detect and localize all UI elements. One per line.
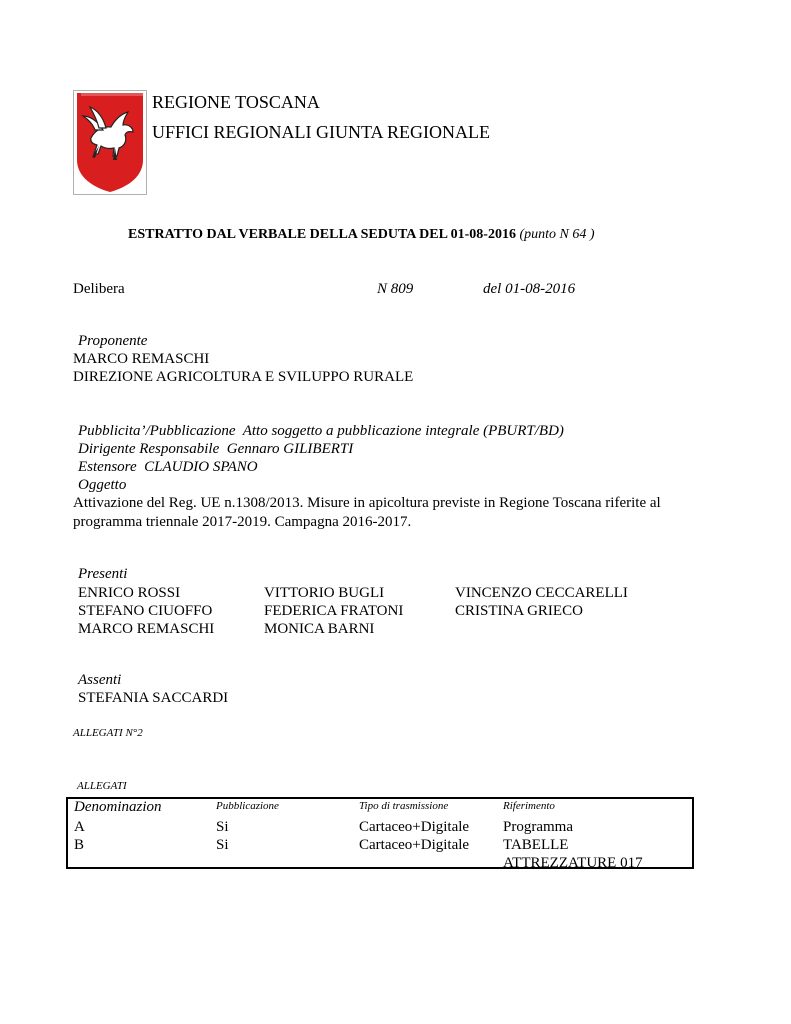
table-row-b-denominazione: B: [74, 837, 85, 853]
allegati-section-label: ALLEGATI: [77, 780, 127, 792]
regione-toscana-logo-icon: [73, 90, 147, 195]
delibera-number: N 809: [377, 281, 414, 297]
table-row-b-riferimento: TABELLE ATTREZZATURE 017: [503, 837, 643, 871]
dirigente-value: Gennaro GILIBERTI: [226, 441, 354, 457]
table-row-a-riferimento: Programma: [503, 819, 573, 835]
presenti-label: Presenti: [78, 566, 128, 582]
presenti-column-3: [455, 584, 628, 620]
table-row-a-pubblicazione: Si: [216, 819, 229, 835]
assente-name: STEFANIA SACCARDI: [78, 690, 229, 706]
pubblicita-line: [78, 423, 564, 440]
table-row-b-tipo: Cartaceo+Digitale: [359, 837, 470, 853]
estensore-line: [78, 459, 258, 476]
presenti-column-1: [78, 584, 214, 638]
header-pubblicazione: Pubblicazione: [216, 800, 279, 812]
estensore-value: CLAUDIO SPANO: [144, 459, 258, 475]
presente-name: VITTORIO BUGLI: [264, 585, 385, 601]
presenti-column-2: [264, 584, 403, 638]
presente-name: MONICA BARNI: [264, 621, 375, 637]
allegati-count: ALLEGATI N°2: [73, 727, 143, 739]
oggetto-text: Attivazione del Reg. UE n.1308/2013. Misure in apicoltura previste in Regione Toscana riferite al programma triennale 2017-2019. Campagna 2016-2017.: [73, 495, 661, 530]
pubblicita-label: Pubblicita’/Pubblicazione: [78, 423, 236, 439]
allegati-table: [66, 797, 694, 869]
pubblicita-value: Atto soggetto a pubblicazione integrale (PBURT/BD): [242, 423, 564, 439]
presente-name: ENRICO ROSSI: [78, 585, 181, 601]
presente-name: FEDERICA FRATONI: [264, 603, 404, 619]
table-row-b-pubblicazione: Si: [216, 837, 229, 853]
header-title-regione: REGIONE TOSCANA: [152, 92, 320, 112]
estratto-text: ESTRATTO DAL VERBALE DELLA SEDUTA DEL 01-08-2016: [128, 227, 516, 242]
header-denominazione: Denominazion: [74, 799, 162, 815]
assenti-label: Assenti: [78, 672, 122, 688]
proponente-direzione: DIREZIONE AGRICOLTURA E SVILUPPO RURALE: [73, 369, 414, 385]
dirigente-line: [78, 441, 353, 458]
header-tipo-trasmissione: Tipo di trasmissione: [359, 800, 449, 812]
header-title-uffici: UFFICI REGIONALI GIUNTA REGIONALE: [152, 122, 491, 142]
oggetto-label: Oggetto: [78, 477, 127, 493]
presente-name: VINCENZO CECCARELLI: [455, 585, 628, 601]
estensore-label: Estensore: [78, 459, 137, 475]
estratto-heading: [128, 227, 595, 243]
estratto-punto: (punto N 64 ): [519, 227, 595, 242]
header-riferimento: Riferimento: [503, 800, 555, 812]
presente-name: CRISTINA GRIECO: [455, 603, 583, 619]
presente-name: STEFANO CIUOFFO: [78, 603, 213, 619]
table-row-a-denominazione: A: [74, 819, 85, 835]
delibera-label: Delibera: [73, 281, 125, 297]
proponente-label: Proponente: [78, 333, 148, 349]
presente-name: MARCO REMASCHI: [78, 621, 215, 637]
proponente-name: MARCO REMASCHI: [73, 351, 210, 367]
delibera-date: del 01-08-2016: [483, 281, 576, 297]
dirigente-label: Dirigente Responsabile: [78, 441, 220, 457]
table-row-a-tipo: Cartaceo+Digitale: [359, 819, 470, 835]
